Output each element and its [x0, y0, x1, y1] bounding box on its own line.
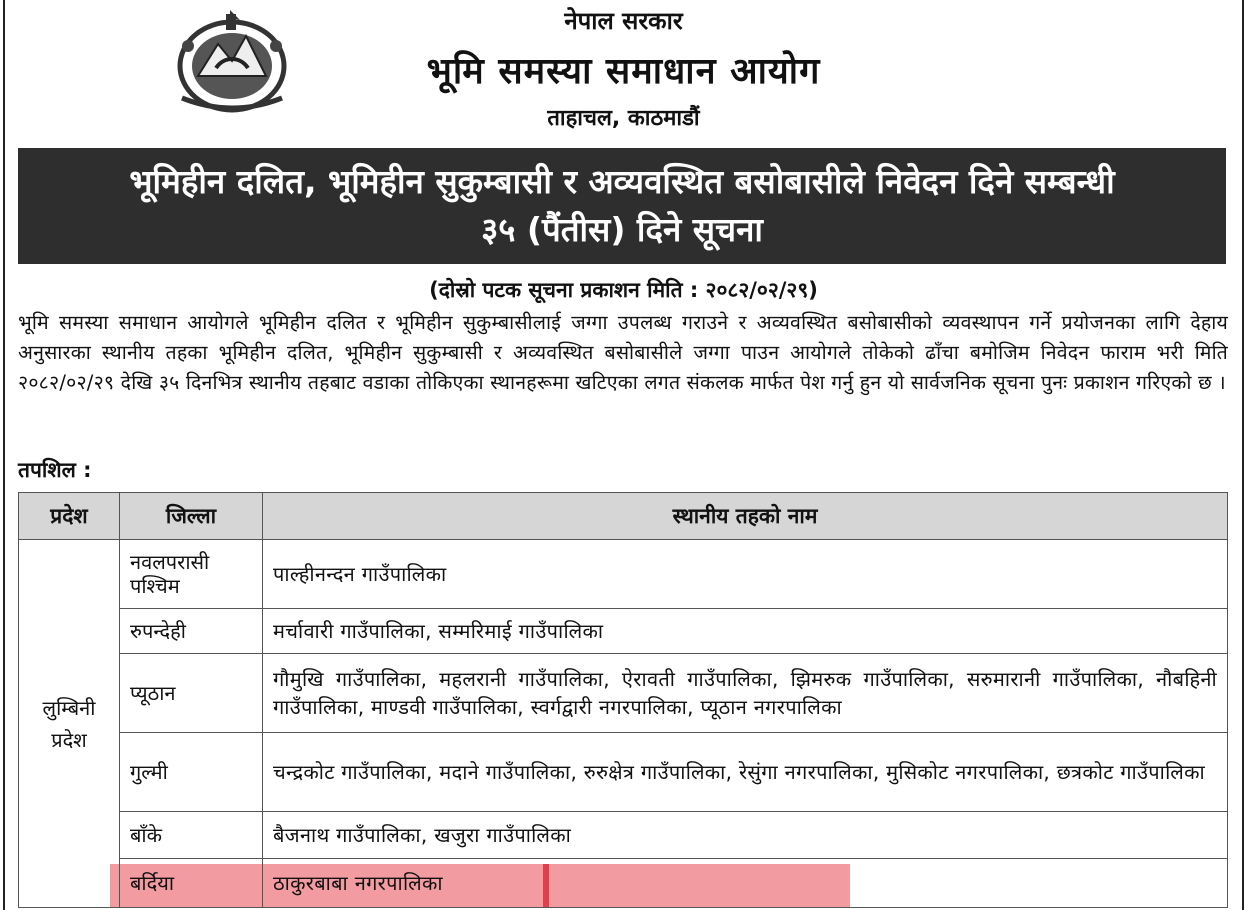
commission-name: भूमि समस्या समाधान आयोग — [426, 51, 821, 92]
table-header-row — [19, 493, 1228, 540]
publication-date: (दोस्रो पटक सूचना प्रकाशन मिति : २०८२/०२/२९) — [429, 278, 818, 302]
notice-title-line-1: भूमिहीन दलित, भूमिहीन सुकुम्बासी र अव्यवस्थित बसोबासीले निवेदन दिने सम्बन्धी — [129, 162, 1115, 201]
local-level-cell: पाल्हीनन्दन गाउँपालिका — [263, 540, 1228, 609]
column-header-district: जिल्ला — [120, 493, 263, 540]
column-header-province: प्रदेश — [19, 493, 120, 540]
district-cell: प्यूठान — [120, 654, 263, 733]
district-cell: गुल्मी — [120, 733, 263, 812]
table-row-highlighted — [19, 859, 1228, 908]
district-cell: बाँके — [120, 812, 263, 859]
notice-title-banner — [18, 148, 1226, 264]
notice-title-line-2: ३५ (पैंतीस) दिने सूचना — [481, 210, 763, 249]
details-label: तपशिल : — [18, 458, 92, 482]
table-row — [19, 609, 1228, 654]
notice-body-text: भूमि समस्या समाधान आयोगले भूमिहीन दलित र भूमिहीन सुकुम्बासीलाई जग्गा उपलब्ध गराउने र अव्यवस्थित बसोबासीको व्यवस्थापन गर्ने प्रयोजनका लागि देहाय अनुसारका स्थानीय तहका भूमिहीन दलित, भूमिहीन सुकुम्बासी र अव्यवस्थित बसोबासीले जग्गा पाउन आयोगले तोकेको ढाँचा बमोजिम निवेदन फाराम भरी मिति २०८२/०२/२९ देखि ३५ दिनभित्र स्थानीय तहबाट वडाका तोकिएका स्थानहरूमा खटिएका लगत संकलक मार्फत पेश गर्नु हुन यो सार्वजनिक सूचना पुनः प्रकाशन गरिएको छ । — [18, 311, 1228, 394]
table-row — [19, 812, 1228, 859]
local-level-cell: चन्द्रकोट गाउँपालिका, मदाने गाउँपालिका, रुरुक्षेत्र गाउँपालिका, रेसुंगा नगरपालिका, मुसिकोट नगरपालिका, छत्रकोट गाउँपालिका — [263, 733, 1228, 812]
district-cell: रुपन्देही — [120, 609, 263, 654]
government-name: नेपाल सरकार — [564, 7, 683, 35]
page-border-left — [3, 0, 5, 910]
local-levels-table — [18, 492, 1228, 908]
local-level-cell: मर्चावारी गाउँपालिका, सम्मरिमाई गाउँपालिका — [263, 609, 1228, 654]
local-level-cell: बैजनाथ गाउँपालिका, खजुरा गाउँपालिका — [263, 812, 1228, 859]
page-border-right — [1242, 0, 1244, 910]
district-cell: नवलपरासी पश्चिम — [120, 540, 263, 609]
commission-address: ताहाचल, काठमाडौं — [547, 106, 700, 131]
table-row — [19, 654, 1228, 733]
local-level-cell: गौमुखि गाउँपालिका, महलरानी गाउँपालिका, ऐरावती गाउँपालिका, झिमरुक गाउँपालिका, सरुमारानी गाउँपालिका, नौबहिनी गाउँपालिका, माण्डवी गाउँपालिका, स्वर्गद्वारी नगरपालिका, प्यूठान नगरपालिका — [263, 654, 1228, 733]
district-cell: बर्दिया — [120, 859, 263, 908]
province-cell: लुम्बिनी प्रदेश — [19, 540, 120, 908]
local-level-cell: ठाकुरबाबा नगरपालिका — [263, 859, 1228, 908]
column-header-local-level: स्थानीय तहको नाम — [263, 493, 1228, 540]
table-row — [19, 540, 1228, 609]
table-row — [19, 733, 1228, 812]
